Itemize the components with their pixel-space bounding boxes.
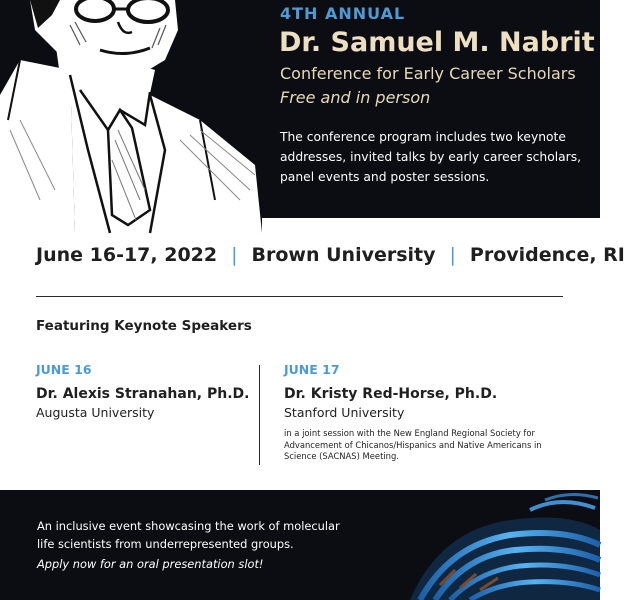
header-panel xyxy=(0,0,600,218)
event-tagline: An inclusive event showcasing the work of molecular life scientists from underrepresented groups. xyxy=(37,519,340,551)
program-description: The conference program includes two keynote addresses, invited talks by early career scholars, panel events and poster sessions. xyxy=(280,130,582,184)
event-info-bar xyxy=(36,244,625,266)
conference-title: Dr. Samuel M. Nabrit xyxy=(279,27,595,58)
speaker-date: JUNE 17 xyxy=(284,362,340,377)
keynote-speaker-1 xyxy=(36,362,250,420)
call-to-apply: Apply now for an oral presentation slot! xyxy=(37,557,264,571)
speaker-session-note: in a joint session with the New England Regional Society for Advancement of Chicanos/Hispanics and Native Americans in Science (SACNAS) Meeting. xyxy=(284,428,542,461)
event-date: June 16-17, 2022 xyxy=(36,244,218,266)
conference-edition: 4TH ANNUAL xyxy=(280,4,406,23)
conference-subtitle: Conference for Early Career Scholars xyxy=(280,64,576,83)
vertical-divider xyxy=(259,365,260,465)
speaker-name: Dr. Kristy Red-Horse, Ph.D. xyxy=(284,386,498,402)
speaker-affiliation: Augusta University xyxy=(36,405,155,420)
separator: | xyxy=(231,244,238,266)
footer-panel xyxy=(0,490,600,600)
conference-tagline: Free and in person xyxy=(280,88,431,107)
event-venue: Brown University xyxy=(251,244,436,266)
speaker-date: JUNE 16 xyxy=(36,362,92,377)
speaker-name: Dr. Alexis Stranahan, Ph.D. xyxy=(36,386,250,402)
event-location: Providence, RI xyxy=(469,244,625,266)
portrait-illustration xyxy=(0,0,262,233)
zebrafish-illustration xyxy=(380,490,600,600)
speaker-affiliation: Stanford University xyxy=(284,405,405,420)
keynotes-heading: Featuring Keynote Speakers xyxy=(36,318,252,334)
horizontal-divider xyxy=(36,296,563,297)
keynote-speaker-2 xyxy=(284,362,574,463)
separator: | xyxy=(449,244,456,266)
